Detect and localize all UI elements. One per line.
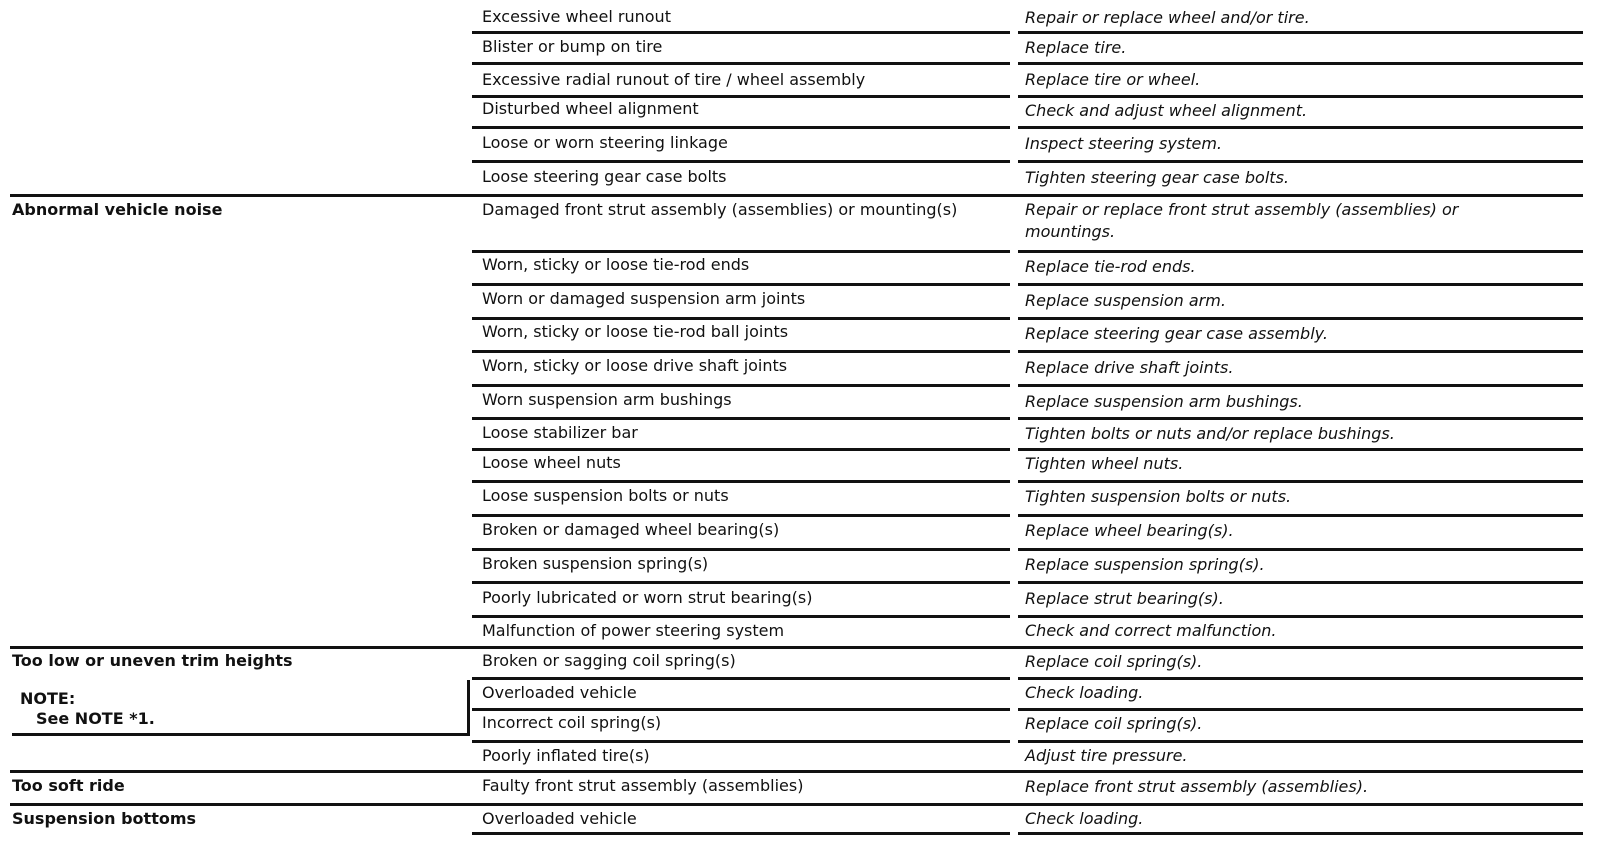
row-divider xyxy=(1018,548,1583,551)
row-divider xyxy=(1018,384,1583,387)
remedy-cell: Replace front strut assembly (assemblies). xyxy=(1025,777,1369,796)
cause-cell: Overloaded vehicle xyxy=(482,683,637,702)
remedy-cell: Replace wheel bearing(s). xyxy=(1025,521,1234,540)
row-divider xyxy=(472,708,1010,711)
cause-cell: Faulty front strut assembly (assemblies) xyxy=(482,776,804,795)
remedy-cell: Replace tire. xyxy=(1025,38,1127,57)
group-divider xyxy=(10,194,1583,197)
row-divider xyxy=(472,350,1010,353)
row-divider xyxy=(472,740,1010,743)
row-divider xyxy=(472,384,1010,387)
row-divider xyxy=(472,832,1010,835)
cause-cell: Loose stabilizer bar xyxy=(482,423,638,442)
remedy-cell: Replace suspension spring(s). xyxy=(1025,555,1265,574)
remedy-cell: Replace suspension arm bushings. xyxy=(1025,392,1303,411)
row-divider xyxy=(472,480,1010,483)
remedy-cell: Check loading. xyxy=(1025,683,1144,702)
row-divider xyxy=(1018,62,1583,65)
row-divider xyxy=(1018,31,1583,34)
row-divider xyxy=(472,317,1010,320)
row-divider xyxy=(472,548,1010,551)
remedy-cell: Replace tie-rod ends. xyxy=(1025,257,1196,276)
cause-cell: Overloaded vehicle xyxy=(482,809,637,828)
remedy-cell: Replace strut bearing(s). xyxy=(1025,589,1224,608)
remedy-cell: Replace steering gear case assembly. xyxy=(1025,324,1328,343)
cause-cell: Loose suspension bolts or nuts xyxy=(482,486,729,505)
remedy-cell: Replace drive shaft joints. xyxy=(1025,358,1234,377)
cause-cell: Damaged front strut assembly (assemblies) or mounting(s) xyxy=(482,200,958,219)
condition-cell: Suspension bottoms xyxy=(12,809,197,828)
condition-cell: Too soft ride xyxy=(12,776,125,795)
cause-cell: Worn, sticky or loose tie-rod ends xyxy=(482,255,750,274)
row-divider xyxy=(1018,677,1583,680)
row-divider xyxy=(1018,250,1583,253)
cause-cell: Loose or worn steering linkage xyxy=(482,133,728,152)
row-divider xyxy=(472,62,1010,65)
cause-cell: Disturbed wheel alignment xyxy=(482,99,699,118)
remedy-cell: Replace tire or wheel. xyxy=(1025,70,1201,89)
cause-cell: Loose wheel nuts xyxy=(482,453,621,472)
group-divider xyxy=(10,646,1583,649)
cause-cell: Broken or damaged wheel bearing(s) xyxy=(482,520,780,539)
row-divider xyxy=(1018,740,1583,743)
remedy-cell: Check and adjust wheel alignment. xyxy=(1025,101,1308,120)
remedy-cell: Replace coil spring(s). xyxy=(1025,714,1203,733)
cause-cell: Loose steering gear case bolts xyxy=(482,167,727,186)
remedy-cell: Tighten suspension bolts or nuts. xyxy=(1025,487,1292,506)
cause-cell: Worn suspension arm bushings xyxy=(482,390,732,409)
remedy-cell: Replace suspension arm. xyxy=(1025,291,1226,310)
note-box-border xyxy=(467,680,470,736)
remedy-cell: Tighten steering gear case bolts. xyxy=(1025,168,1289,187)
cause-cell: Blister or bump on tire xyxy=(482,37,663,56)
row-divider xyxy=(1018,708,1583,711)
row-divider xyxy=(472,514,1010,517)
row-divider xyxy=(472,448,1010,451)
group-divider xyxy=(10,770,1583,773)
cause-cell: Worn or damaged suspension arm joints xyxy=(482,289,806,308)
note-box-border xyxy=(12,733,470,736)
remedy-cell: Tighten wheel nuts. xyxy=(1025,454,1184,473)
row-divider xyxy=(1018,832,1583,835)
row-divider xyxy=(1018,615,1583,618)
row-divider xyxy=(1018,350,1583,353)
row-divider xyxy=(472,283,1010,286)
row-divider xyxy=(1018,95,1583,98)
cause-cell: Malfunction of power steering system xyxy=(482,621,785,640)
cause-cell: Incorrect coil spring(s) xyxy=(482,713,662,732)
row-divider xyxy=(1018,448,1583,451)
row-divider xyxy=(472,250,1010,253)
note-title: NOTE: xyxy=(20,689,76,708)
row-divider xyxy=(1018,417,1583,420)
row-divider xyxy=(472,31,1010,34)
row-divider xyxy=(1018,480,1583,483)
row-divider xyxy=(1018,283,1583,286)
row-divider xyxy=(1018,317,1583,320)
cause-cell: Worn, sticky or loose drive shaft joints xyxy=(482,356,788,375)
row-divider xyxy=(1018,581,1583,584)
row-divider xyxy=(472,417,1010,420)
row-divider xyxy=(472,581,1010,584)
cause-cell: Excessive radial runout of tire / wheel assembly xyxy=(482,70,866,89)
remedy-cell: Repair or replace front strut assembly (assemblies) or mountings. xyxy=(1025,200,1459,241)
remedy-cell: Check loading. xyxy=(1025,809,1144,828)
cause-cell: Broken or sagging coil spring(s) xyxy=(482,651,736,670)
cause-cell: Excessive wheel runout xyxy=(482,7,671,26)
remedy-cell: Adjust tire pressure. xyxy=(1025,746,1188,765)
cause-cell: Worn, sticky or loose tie-rod ball joints xyxy=(482,322,789,341)
remedy-cell: Repair or replace wheel and/or tire. xyxy=(1025,8,1310,27)
row-divider xyxy=(472,160,1010,163)
cause-cell: Poorly inflated tire(s) xyxy=(482,746,650,765)
cause-cell: Broken suspension spring(s) xyxy=(482,554,709,573)
remedy-cell: Inspect steering system. xyxy=(1025,134,1222,153)
row-divider xyxy=(472,126,1010,129)
remedy-cell: Tighten bolts or nuts and/or replace bushings. xyxy=(1025,424,1395,443)
remedy-cell: Check and correct malfunction. xyxy=(1025,621,1277,640)
row-divider xyxy=(472,677,1010,680)
condition-cell: Too low or uneven trim heights xyxy=(12,651,293,670)
row-divider xyxy=(1018,160,1583,163)
row-divider xyxy=(1018,514,1583,517)
cause-cell: Poorly lubricated or worn strut bearing(s) xyxy=(482,588,813,607)
remedy-cell: Replace coil spring(s). xyxy=(1025,652,1203,671)
row-divider xyxy=(1018,126,1583,129)
row-divider xyxy=(472,615,1010,618)
condition-cell: Abnormal vehicle noise xyxy=(12,200,223,219)
group-divider xyxy=(10,803,1583,806)
note-text: See NOTE *1. xyxy=(36,709,155,728)
